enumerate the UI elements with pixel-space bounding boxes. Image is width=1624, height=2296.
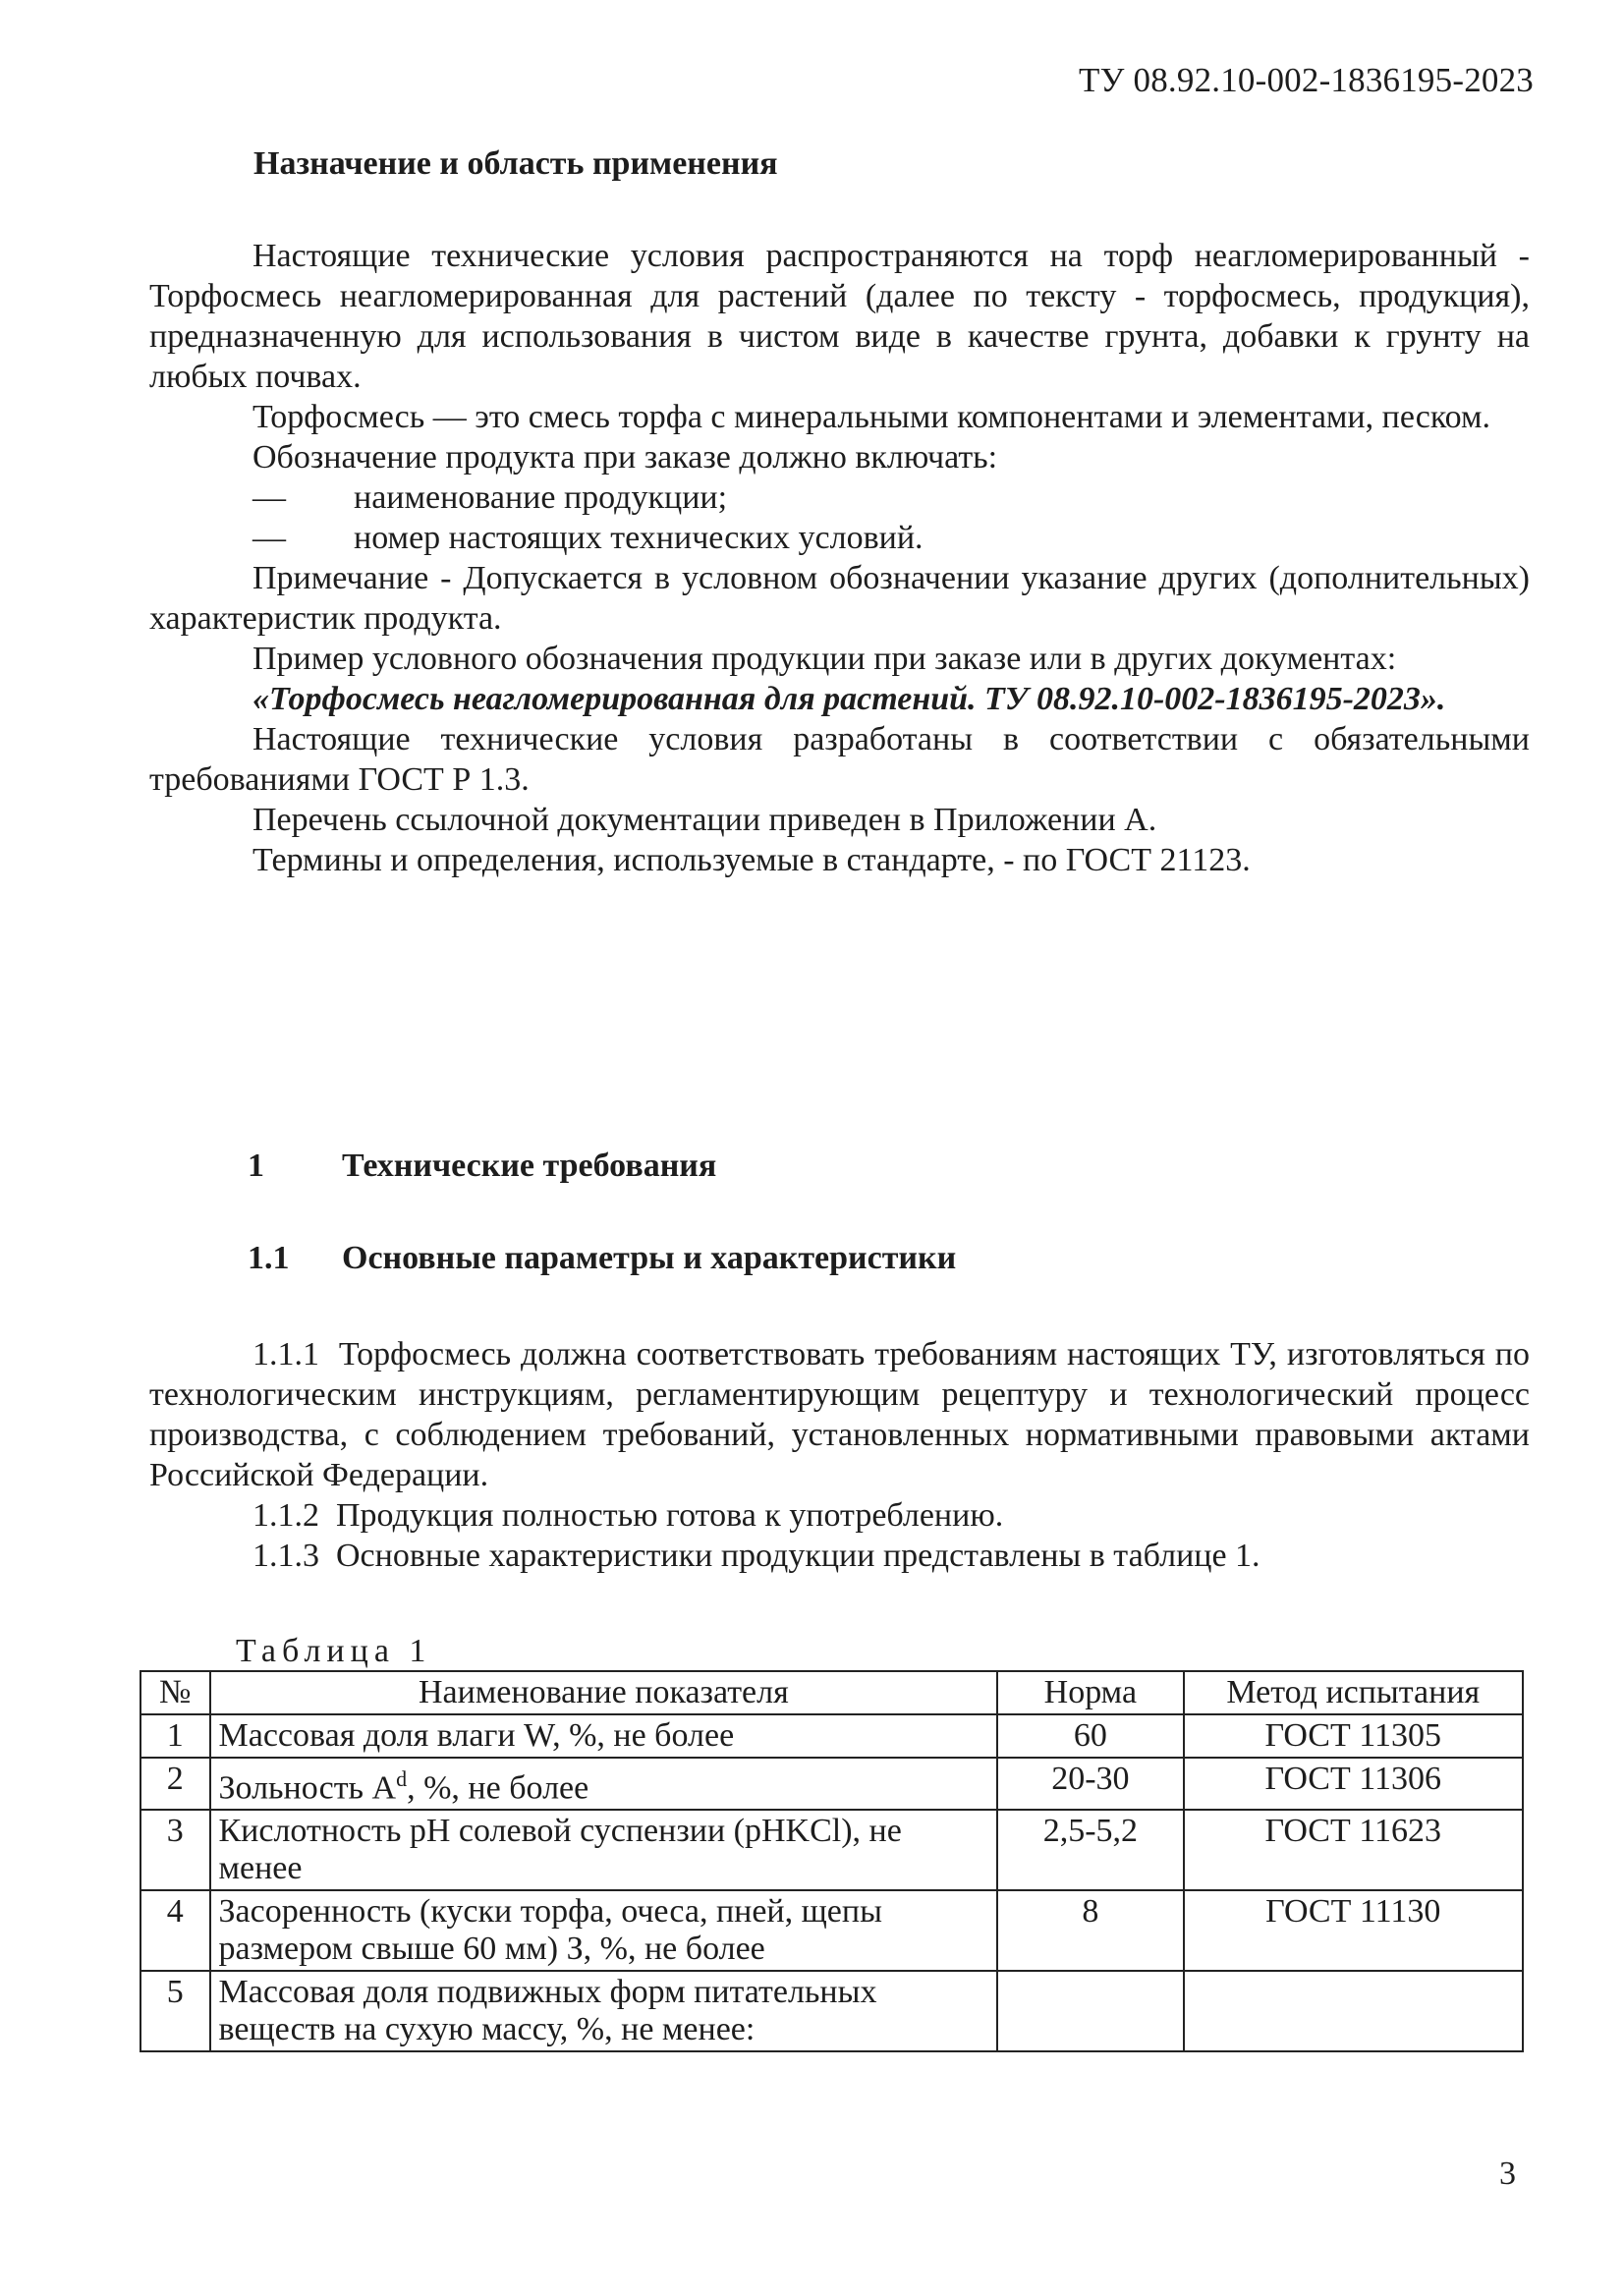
row-number: 4 bbox=[140, 1890, 210, 1971]
list-item-text: наименование продукции; bbox=[354, 479, 728, 516]
list-item-text: номер настоящих технических условий. bbox=[354, 520, 924, 556]
row-number: 3 bbox=[140, 1810, 210, 1890]
row-norm: 60 bbox=[997, 1714, 1183, 1758]
clause-number: 1.1.2 bbox=[252, 1497, 319, 1534]
row-method: ГОСТ 11130 bbox=[1184, 1890, 1523, 1971]
row-norm: 8 bbox=[997, 1890, 1183, 1971]
clause-1-1-3 bbox=[149, 1536, 1530, 1576]
table-row bbox=[140, 1971, 1523, 2051]
clause-text: Основные характеристики продукции представлены в таблице 1. bbox=[336, 1538, 1260, 1574]
row-method: ГОСТ 11306 bbox=[1184, 1758, 1523, 1810]
header-cell-method: Метод испытания bbox=[1184, 1671, 1523, 1714]
row-name-text: Зольность А bbox=[218, 1769, 397, 1807]
section-title: Технические требования bbox=[342, 1148, 717, 1184]
section-number: 1 bbox=[248, 1148, 264, 1184]
row-method: ГОСТ 11623 bbox=[1184, 1810, 1523, 1890]
note-paragraph: Примечание - Допускается в условном обозначении указание других (дополнительных) характеристик продукта. bbox=[149, 560, 1530, 637]
intro-paragraph-3: Обозначение продукта при заказе должно включать: bbox=[252, 439, 998, 476]
page-number: 3 bbox=[1499, 2156, 1516, 2192]
table-row bbox=[140, 1810, 1523, 1890]
intro-paragraph-5: Перечень ссылочной документации приведен в Приложении А. bbox=[252, 802, 1157, 838]
row-name: Засоренность (куски торфа, очеса, пней, щепы размером свыше 60 мм) З, %, не более bbox=[210, 1890, 998, 1971]
clause-1-1-1 bbox=[149, 1334, 1530, 1495]
row-name bbox=[210, 1758, 998, 1810]
intro-paragraph-4: Настоящие технические условия разработаны в соответствии с обязательными требованиями ГОСТ Р 1.3. bbox=[149, 721, 1530, 798]
row-number: 5 bbox=[140, 1971, 210, 2051]
row-norm bbox=[997, 1971, 1183, 2051]
row-name: Кислотность рН солевой суспензии (рНKCl), не менее bbox=[210, 1810, 998, 1890]
row-name-superscript: d bbox=[396, 1766, 408, 1791]
example-intro: Пример условного обозначения продукции при заказе или в других документах: bbox=[252, 641, 1397, 677]
section-heading-1 bbox=[248, 1148, 716, 1185]
clause-1-1-2 bbox=[149, 1495, 1530, 1536]
section-title: Основные параметры и характеристики bbox=[342, 1240, 957, 1276]
row-method bbox=[1184, 1971, 1523, 2051]
section-heading-1-1 bbox=[248, 1240, 956, 1277]
row-norm: 20-30 bbox=[997, 1758, 1183, 1810]
list-item bbox=[149, 477, 1530, 518]
table-header-row bbox=[140, 1671, 1523, 1714]
document-code: ТУ 08.92.10-002-1836195-2023 bbox=[1079, 61, 1534, 99]
clause-number: 1.1.1 bbox=[252, 1336, 319, 1372]
section-number: 1.1 bbox=[248, 1240, 290, 1276]
row-number: 1 bbox=[140, 1714, 210, 1758]
clause-text: Продукция полностью готова к употреблению. bbox=[336, 1497, 1004, 1534]
dash-marker: — bbox=[252, 520, 286, 556]
row-norm: 2,5-5,2 bbox=[997, 1810, 1183, 1890]
list-item bbox=[149, 518, 1530, 558]
row-name-text: , %, не более bbox=[407, 1769, 589, 1807]
table-row bbox=[140, 1714, 1523, 1758]
table-caption: Таблица 1 bbox=[236, 1633, 432, 1669]
table-row bbox=[140, 1890, 1523, 1971]
row-method: ГОСТ 11305 bbox=[1184, 1714, 1523, 1758]
header-cell-number: № bbox=[140, 1671, 210, 1714]
row-name: Массовая доля влаги W, %, не более bbox=[210, 1714, 998, 1758]
intro-paragraph-1: Настоящие технические условия распространяются на торф неагломерированный - Торфосмесь неагломерированная для растений (далее по тексту - торфосмесь, продукция), предназначенную для использования в чистом виде в качестве грунта, добавки к грунту на любых почвах. bbox=[149, 238, 1530, 395]
intro-heading: Назначение и область применения bbox=[253, 145, 778, 182]
clause-number: 1.1.3 bbox=[252, 1538, 319, 1574]
clause-text: Торфосмесь должна соответствовать требованиям настоящих ТУ, изготовляться по технологическим инструкциям, регламентирующим рецептуру и технологический процесс производства, с соблюдением требований, установленных нормативными правовыми актами Российской Федерации. bbox=[149, 1336, 1531, 1493]
row-name: Массовая доля подвижных форм питательных веществ на сухую массу, %, не менее: bbox=[210, 1971, 998, 2051]
dash-marker: — bbox=[252, 479, 286, 516]
header-cell-name: Наименование показателя bbox=[210, 1671, 998, 1714]
intro-paragraph-2: Торфосмесь — это смесь торфа с минеральными компонентами и элементами, песком. bbox=[252, 399, 1491, 435]
clauses-body bbox=[149, 1334, 1530, 1576]
header-cell-norm: Норма bbox=[997, 1671, 1183, 1714]
intro-paragraph-6: Термины и определения, используемые в стандарте, - по ГОСТ 21123. bbox=[252, 842, 1251, 878]
row-number: 2 bbox=[140, 1758, 210, 1810]
specifications-table bbox=[140, 1670, 1524, 2052]
example-designation: «Торфосмесь неагломерированная для растений. ТУ 08.92.10-002-1836195-2023». bbox=[252, 681, 1446, 717]
intro-body bbox=[149, 236, 1530, 880]
table-row bbox=[140, 1758, 1523, 1810]
